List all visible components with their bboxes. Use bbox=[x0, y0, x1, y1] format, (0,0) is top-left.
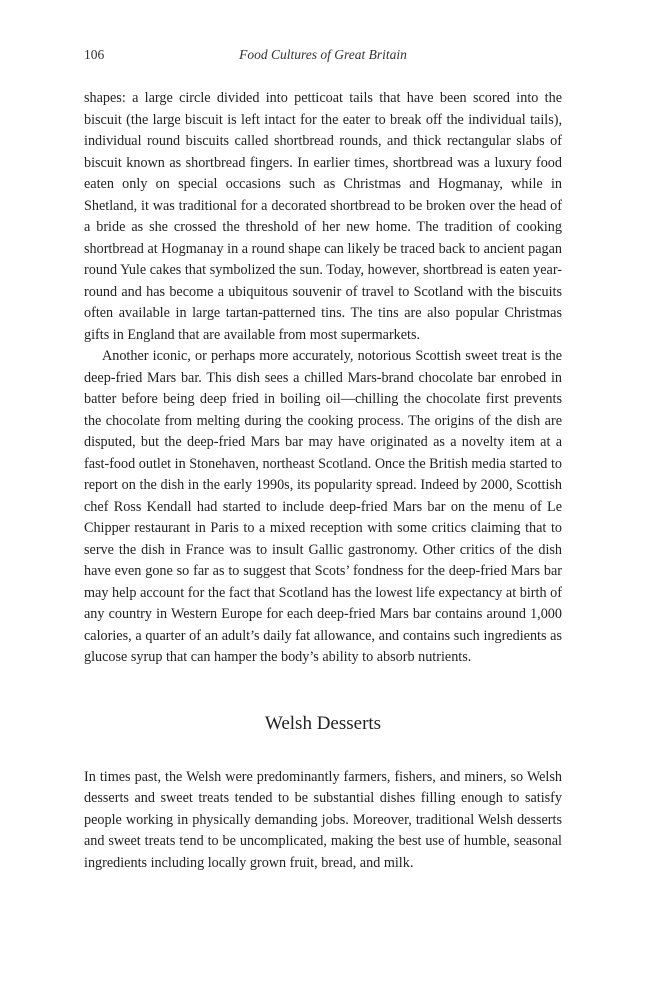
welsh-desserts-paragraph: In times past, the Welsh were predominantly farmers, fishers, and miners, so Welsh desserts and sweet treats tended to be substantial dishes filling enough to satisfy people working in physically demanding jobs. Moreover, traditional Welsh desserts and sweet treats tend to be uncomplicated, making the best use of humble, seasonal ingredients including locally grown fruit, bread, and milk. bbox=[84, 768, 562, 871]
shortbread-paragraph: shapes: a large circle divided into petticoat tails that have been scored into the biscuit (the large biscuit is left intact for the eater to break off the individual tails), individual round biscuits called shortbread rounds, and thick rectangular slabs of biscuit known as shortbread fingers. In earlier times, shortbread was a luxury food eaten only on special occasions such as Christmas and Hogmanay, while in Shetland, it was traditional for a decorated shortbread to be broken over the head of a bride as she crossed the threshold of her new home. The tradition of cooking shortbread at Hogmanay in a round shape can likely be traced back to ancient pagan round Yule cakes that symbolized the sun. Today, however, shortbread is eaten year-round and has become a ubiquitous souvenir of travel to Scotland with the biscuits often available in large tartan-patterned tins. The tins are also popular Christmas gifts in England that are available from most supermarkets. bbox=[84, 90, 562, 343]
page-content bbox=[84, 88, 562, 874]
mars-bar-paragraph: Another iconic, or perhaps more accurately, notorious Scottish sweet treat is the deep-fried Mars bar. This dish sees a chilled Mars-brand chocolate bar enrobed in batter before being deep fried in boiling oil—chilling the chocolate first prevents the chocolate from melting during the cooking process. The origins of the dish are disputed, but the deep-fried Mars bar may have originated as a novelty item at a fast-food outlet in Stonehaven, northeast Scotland. Once the British media started to report on the dish in the early 1990s, its popularity spread. Indeed by 2000, Scottish chef Ross Kendall had started to include deep-fried Mars bar on the menu of Le Chipper restaurant in Paris to a mixed reception with some critics claiming that to serve the dish in France was to insult Gallic gastronomy. Other critics of the dish have even gone so far as to suggest that Scots’ fondness for the deep-fried Mars bar may help account for the fact that Scotland has the lowest life expectancy at birth of any country in Western Europe for each deep-fried Mars bar contains around 1,000 calories, a quarter of an adult’s daily fat allowance, and contains such ingredients as glucose syrup that can hamper the body’s ability to absorb nutrients. bbox=[84, 348, 562, 665]
running-title: Food Cultures of Great Britain bbox=[239, 47, 407, 62]
section-heading: Welsh Desserts bbox=[264, 712, 382, 734]
page-header bbox=[84, 44, 562, 66]
page-number: 106 bbox=[84, 47, 105, 62]
